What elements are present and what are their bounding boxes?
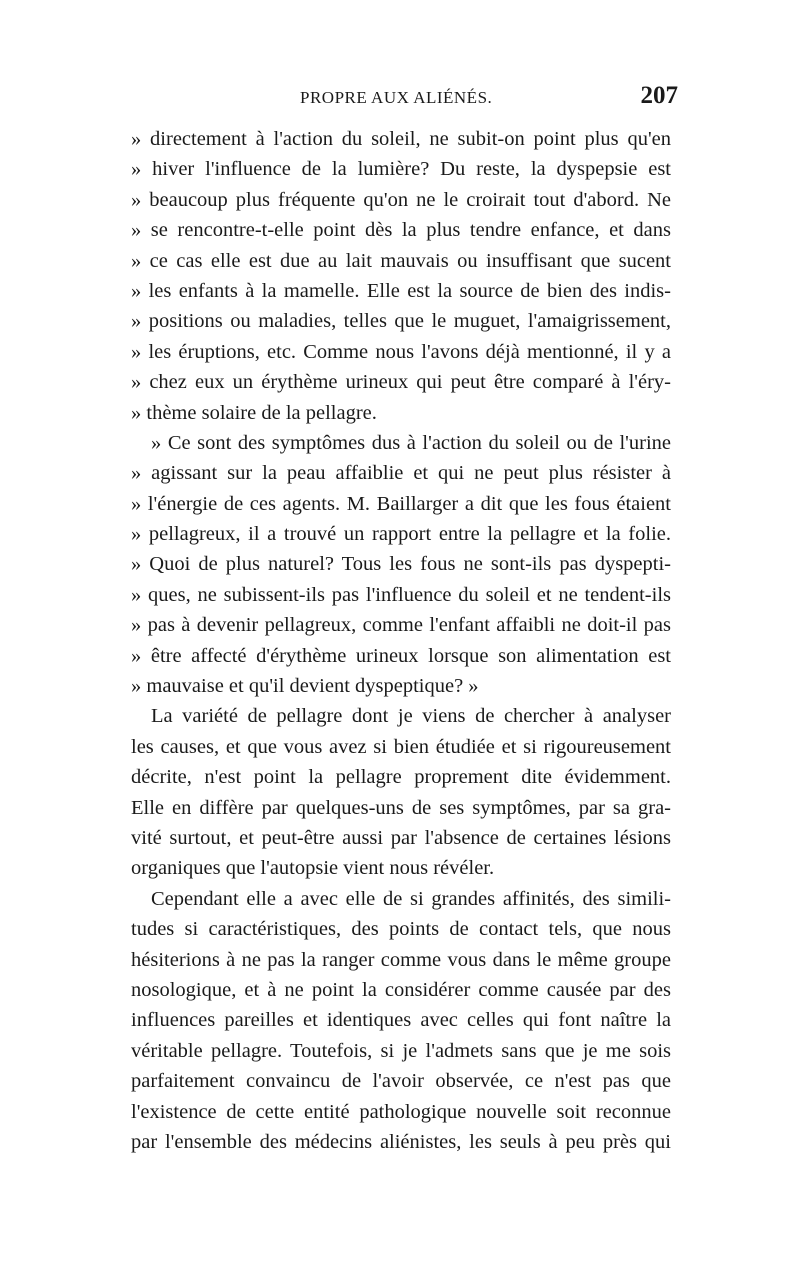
- text-line: Cependant elle a avec elle de si grandes affinités, des simili-: [151, 887, 671, 910]
- text-line: » beaucoup plus fréquente qu'on ne le croirait tout d'abord. Ne: [131, 188, 671, 211]
- text-line: hésiterions à ne pas la ranger comme vous dans le même groupe: [131, 948, 671, 971]
- text-line: » se rencontre-t-elle point dès la plus tendre enfance, et dans: [131, 219, 671, 242]
- page-header: [130, 82, 680, 118]
- text-line: » être affecté d'érythème urineux lorsque son alimentation est: [131, 644, 671, 667]
- text-line: » hiver l'influence de la lumière? Du reste, la dyspepsie est: [131, 158, 671, 181]
- text-line: par l'ensemble des médecins aliénistes, les seuls à peu près qui: [131, 1130, 671, 1153]
- text-line: nosologique, et à ne point la considérer comme causée par des: [131, 978, 671, 1001]
- text-line: » directement à l'action du soleil, ne subit-on point plus qu'en: [131, 128, 671, 150]
- text-line: véritable pellagre. Toutefois, si je l'admets sans que je me sois: [131, 1039, 671, 1062]
- page-number: 207: [640, 82, 678, 109]
- text-line: » ce cas elle est due au lait mauvais ou insuffisant que sucent: [131, 249, 671, 272]
- text-line: décrite, n'est point la pellagre proprement dite évidemment.: [131, 766, 671, 789]
- text-line: vité surtout, et peut-être aussi par l'absence de certaines lésions: [131, 826, 671, 849]
- text-line: organiques que l'autopsie vient nous révéler.: [131, 857, 495, 880]
- text-line: parfaitement convaincu de l'avoir observée, ce n'est pas que: [131, 1070, 671, 1093]
- text-line: » les éruptions, etc. Comme nous l'avons déjà mentionné, il y a: [131, 340, 671, 363]
- text-line: » chez eux un érythème urineux qui peut être comparé à l'éry-: [131, 371, 671, 394]
- text-line: » ques, ne subissent-ils pas l'influence du soleil et ne tendent-ils: [131, 583, 671, 606]
- text-line: » Ce sont des symptômes dus à l'action du soleil ou de l'urine: [151, 431, 671, 454]
- text-line: » agissant sur la peau affaiblie et qui ne peut plus résister à: [131, 462, 671, 485]
- text-line: » pellagreux, il a trouvé un rapport entre la pellagre et la folie.: [131, 523, 671, 546]
- text-line: » les enfants à la mamelle. Elle est la source de bien des indis-: [131, 279, 671, 302]
- text-line: » thème solaire de la pellagre.: [131, 401, 377, 424]
- text-line: l'existence de cette entité pathologique nouvelle soit reconnue: [131, 1100, 671, 1123]
- text-line: » Quoi de plus naturel? Tous les fous ne sont-ils pas dyspepti-: [131, 553, 671, 576]
- text-line: » mauvaise et qu'il devient dyspeptique? »: [131, 675, 479, 698]
- text-line: les causes, et que vous avez si bien étudiée et si rigoureusement: [131, 735, 671, 758]
- running-title: PROPRE AUX ALIÉNÉS.: [300, 88, 493, 107]
- text-line: influences pareilles et identiques avec celles qui font naître la: [131, 1009, 671, 1032]
- text-line: » l'énergie de ces agents. M. Baillarger a dit que les fous étaient: [131, 492, 671, 515]
- text-line: » pas à devenir pellagreux, comme l'enfant affaibli ne doit-il pas: [131, 614, 671, 637]
- text-line: La variété de pellagre dont je viens de chercher à analyser: [151, 705, 671, 728]
- text-line: Elle en diffère par quelques-uns de ses symptômes, par sa gra-: [131, 796, 671, 819]
- text-line: tudes si caractéristiques, des points de contact tels, que nous: [131, 918, 671, 941]
- text-line: » positions ou maladies, telles que le muguet, l'amaigrissement,: [131, 310, 671, 333]
- body-text: [131, 124, 671, 1157]
